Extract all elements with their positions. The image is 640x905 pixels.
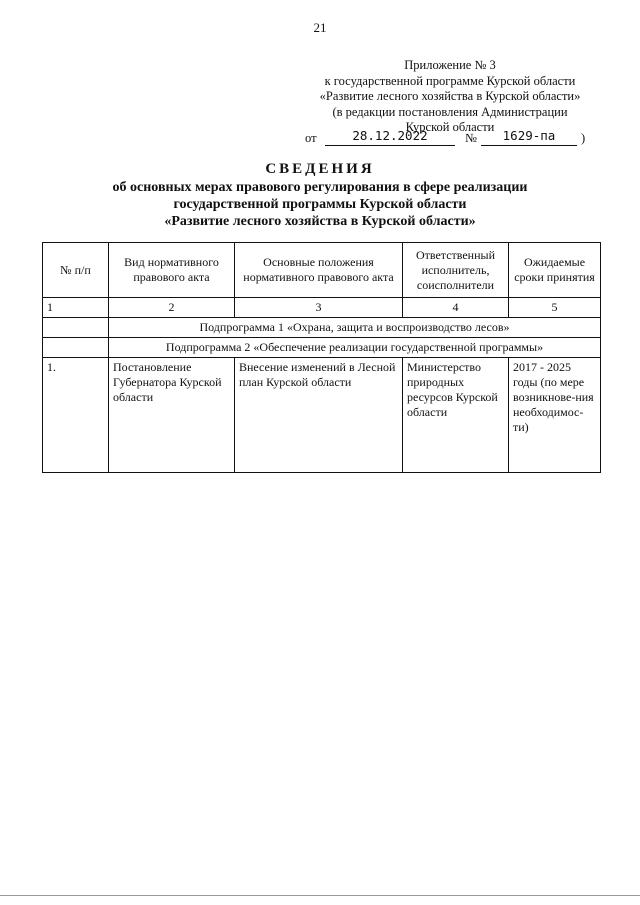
column-number: 1 (43, 298, 109, 318)
header-timing: Ожидаемые сроки принятия (509, 243, 601, 298)
header-provisions: Основные положения нормативного правового акта (235, 243, 403, 298)
row-timing: 2017 - 2025 годы (по мере возникнове-ния необходимос-ти) (509, 358, 601, 473)
column-number: 2 (109, 298, 235, 318)
row-executor: Министерство природных ресурсов Курской области (403, 358, 509, 473)
appendix-program-name: «Развитие лесного хозяйства в Курской области» (319, 89, 581, 103)
title-line-2: государственной программы Курской области (173, 197, 467, 212)
page-number: 21 (313, 20, 327, 35)
order-number: 1629-па (481, 129, 577, 146)
appendix-block (300, 58, 600, 136)
order-number-label: № (465, 131, 477, 145)
header-executor: Ответственный исполнитель, соисполнители (403, 243, 509, 298)
header-act-type: Вид нормативного правового акта (109, 243, 235, 298)
column-number: 5 (509, 298, 601, 318)
subprogram-1-spacer (43, 318, 109, 338)
appendix-region: Курской области (405, 120, 495, 134)
subprogram-2-row (43, 338, 601, 358)
column-number: 4 (403, 298, 509, 318)
subprogram-2-spacer (43, 338, 109, 358)
title-heading: СВЕДЕНИЯ (265, 161, 375, 177)
measures-table (42, 242, 601, 473)
row-act-type: Постановление Губернатора Курской области (109, 358, 235, 473)
subprogram-1-title: Подпрограмма 1 «Охрана, защита и воспроизводство лесов» (109, 318, 601, 338)
column-number-row (43, 298, 601, 318)
document-title (0, 160, 640, 230)
table-header-row (43, 243, 601, 298)
subprogram-2-title: Подпрограмма 2 «Обеспечение реализации государственной программы» (109, 338, 601, 358)
order-line (305, 130, 595, 148)
appendix-edition: (в редакции постановления Администрации (332, 104, 568, 119)
title-line-3: «Развитие лесного хозяйства в Курской области» (164, 214, 476, 229)
title-line-1: об основных мерах правового регулирования в сфере реализации (112, 180, 528, 195)
column-number: 3 (235, 298, 403, 318)
order-from-label: от (305, 131, 317, 145)
header-number: № п/п (43, 243, 109, 298)
page-bottom-edge (0, 895, 640, 896)
appendix-program-ref: к государственной программе Курской области (324, 73, 576, 88)
order-date: 28.12.2022 (325, 129, 455, 146)
table-row (43, 358, 601, 473)
order-closing-paren: ) (581, 131, 586, 145)
appendix-title: Приложение № 3 (404, 58, 496, 72)
subprogram-1-row (43, 318, 601, 338)
row-provisions: Внесение изменений в Лесной план Курской области (235, 358, 403, 473)
row-number: 1. (43, 358, 109, 473)
